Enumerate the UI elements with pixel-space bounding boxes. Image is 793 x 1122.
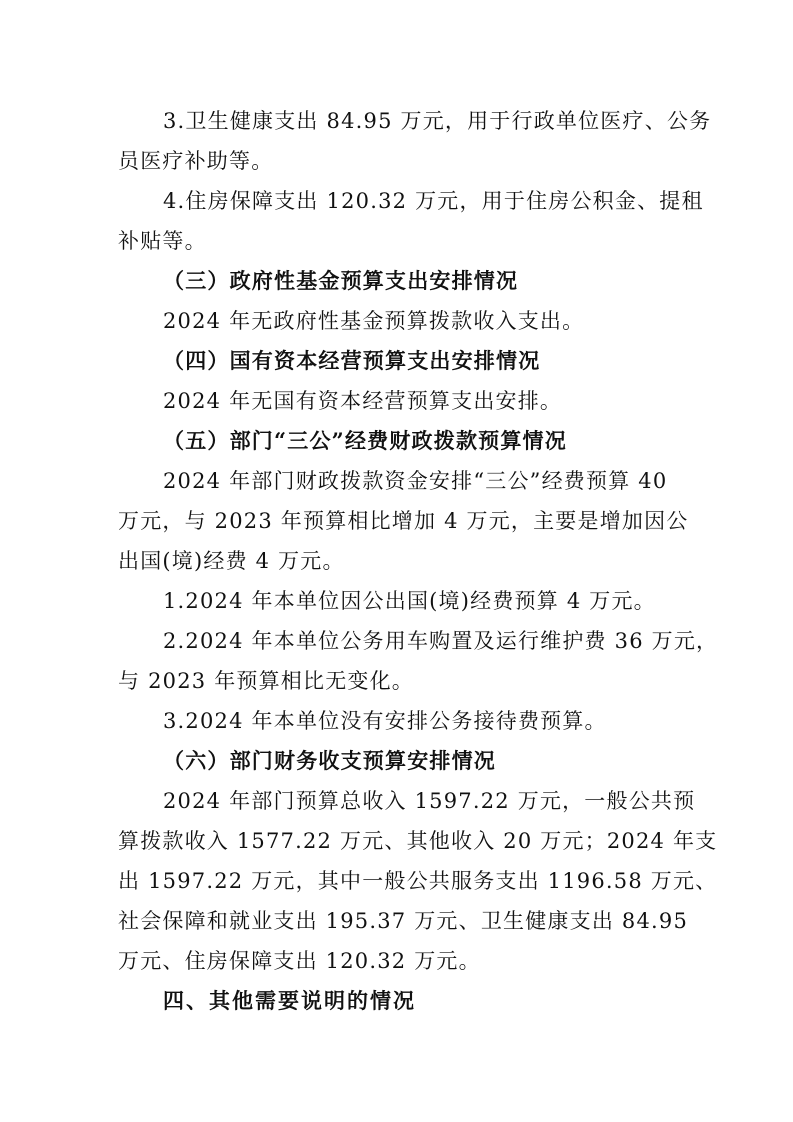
paragraph-line: 出国(境)经费 4 万元。 [118, 549, 345, 573]
paragraph-line: 3.2024 年本单位没有安排公务接待费预算。 [163, 709, 607, 733]
paragraph-line: 社会保障和就业支出 195.37 万元、卫生健康支出 84.95 [118, 909, 689, 933]
paragraph-line: 与 2023 年预算相比无变化。 [118, 669, 414, 693]
chapter-heading: 四、其他需要说明的情况 [163, 988, 416, 1013]
paragraph-line: 补贴等。 [118, 229, 207, 253]
paragraph-line: 2024 年无政府性基金预算拨款收入支出。 [163, 309, 585, 333]
paragraph-line: 2.2024 年本单位公务用车购置及运行维护费 36 万元， [163, 629, 719, 653]
section-heading: （三）政府性基金预算支出安排情况 [163, 268, 519, 293]
section-heading: （五）部门“三公”经费财政拨款预算情况 [163, 428, 567, 453]
paragraph-line: 算拨款收入 1577.22 万元、其他收入 20 万元；2024 年支 [118, 829, 718, 853]
paragraph-line: 1.2024 年本单位因公出国(境)经费预算 4 万元。 [163, 589, 656, 613]
paragraph-line: 2024 年部门预算总收入 1597.22 万元，一般公共预 [163, 789, 696, 813]
paragraph-line: 出 1597.22 万元，其中一般公共服务支出 1196.58 万元、 [118, 869, 718, 893]
paragraph-line: 4.住房保障支出 120.32 万元，用于住房公积金、提租 [163, 189, 704, 213]
paragraph-line: 2024 年无国有资本经营预算支出安排。 [163, 389, 563, 413]
paragraph-line: 万元，与 2023 年预算相比增加 4 万元，主要是增加因公 [118, 509, 689, 533]
paragraph-line: 3.卫生健康支出 84.95 万元，用于行政单位医疗、公务 [163, 109, 712, 133]
section-heading: （六）部门财务收支预算安排情况 [163, 748, 496, 773]
paragraph-line: 员医疗补助等。 [118, 149, 274, 173]
paragraph-line: 万元、住房保障支出 120.32 万元。 [118, 949, 481, 973]
paragraph-line: 2024 年部门财政拨款资金安排“三公”经费预算 40 [163, 469, 668, 493]
section-heading: （四）国有资本经营预算支出安排情况 [163, 348, 541, 373]
